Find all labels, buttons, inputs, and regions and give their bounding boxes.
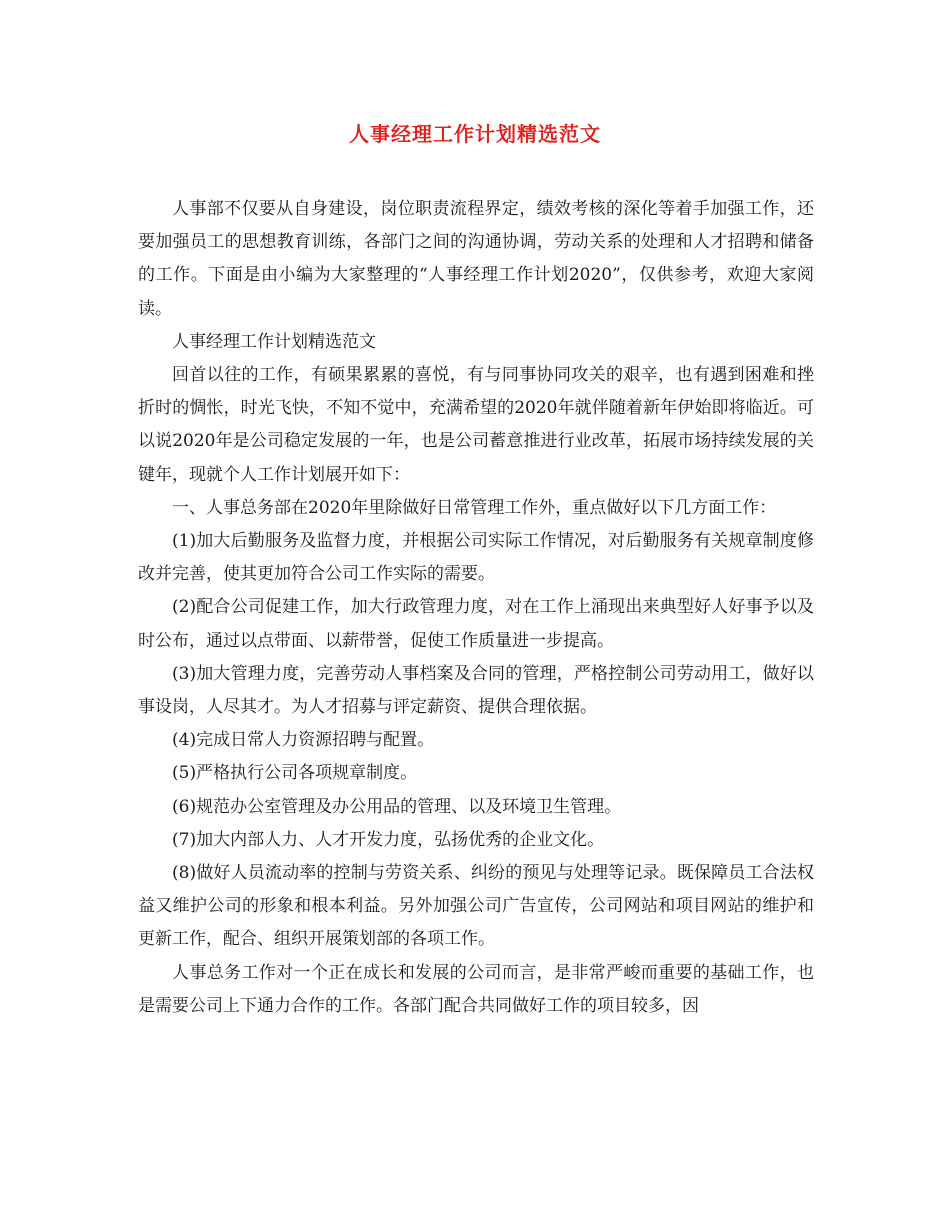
paragraph-item-8: (8)做好人员流动率的控制与劳资关系、纠纷的预见与处理等记录。既保障员工合法权益又维护公司的形象和根本利益。另外加强公司广告宣传，公司网站和项目网站的维护和更新工作，配合、组织开展策划部的各项工作。: [138, 863, 814, 950]
paragraph-subtitle: 人事经理工作计划精选范文: [172, 331, 376, 352]
paragraph-intro: 人事部不仅要从自身建设，岗位职责流程界定，绩效考核的深化等着手加强工作，还要加强员工的思想教育训练，各部门之间的沟通协调，劳动关系的处理和人才招聘和储备的工作。下面是由小编为大家整理的“人事经理工作计划2020”，仅供参考，欢迎大家阅读。: [138, 199, 814, 319]
document-title: 人事经理工作计划精选范文: [349, 122, 601, 146]
paragraph-item-1: (1)加大后勤服务及监督力度，并根据公司实际工作情况，对后勤服务有关规章制度修改并完善，使其更加符合公司工作实际的需要。: [138, 531, 814, 585]
paragraph-item-5: (5)严格执行公司各项规章制度。: [172, 763, 418, 784]
paragraph-item-4: (4)完成日常人力资源招聘与配置。: [172, 730, 435, 751]
paragraph-item-2: (2)配合公司促建工作，加大行政管理力度，对在工作上涌现出来典型好人好事予以及时公布，通过以点带面、以薪带誉，促使工作质量进一步提高。: [138, 597, 814, 651]
paragraph-item-6: (6)规范办公室管理及办公用品的管理、以及环境卫生管理。: [172, 796, 622, 817]
paragraph-item-3: (3)加大管理力度，完善劳动人事档案及合同的管理，严格控制公司劳动用工，做好以事设岗，人尽其才。为人才招募与评定薪资、提供合理依据。: [138, 663, 814, 718]
document-body: [138, 193, 814, 1023]
paragraph-review: 回首以往的工作，有硕果累累的喜悦，有与同事协同攻关的艰辛，也有遇到困难和挫折时的惆怅，时光飞快，不知不觉中，充满希望的2020年就伴随着新年伊始即将临近。可以说2020年是公司稳定发展的一年，也是公司蓄意推进行业改革，拓展市场持续发展的关键年，现就个人工作计划展开如下：: [138, 365, 814, 485]
paragraph-section-one: 一、人事总务部在2020年里除做好日常管理工作外，重点做好以下几方面工作：: [172, 497, 777, 518]
paragraph-closing: 人事总务工作对一个正在成长和发展的公司而言，是非常严峻而重要的基础工作，也是需要公司上下通力合作的工作。各部门配合共同做好工作的项目较多，因: [138, 962, 814, 1016]
paragraph-item-7: (7)加大内部人力、人才开发力度，弘扬优秀的企业文化。: [172, 829, 605, 850]
